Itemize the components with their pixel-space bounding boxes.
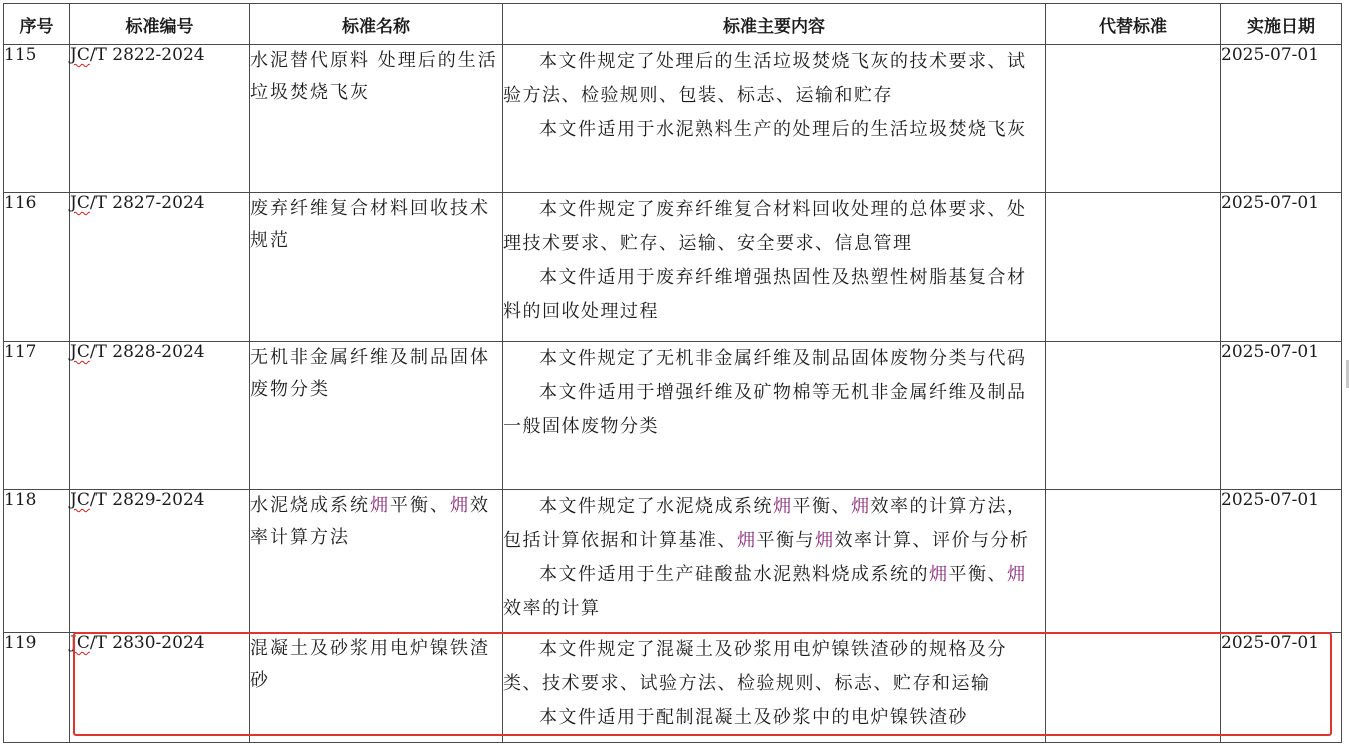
row-num: 119 — [4, 633, 70, 743]
row-date: 2025-07-01 — [1221, 342, 1342, 490]
code-rest: /T 2827-2024 — [89, 193, 205, 213]
row-num: 115 — [4, 45, 70, 193]
exergy-char: 㶲 — [1007, 564, 1027, 585]
exergy-char: 㶲 — [737, 530, 757, 551]
standards-table — [3, 3, 1342, 743]
row-content — [503, 193, 1046, 342]
code-rest: /T 2829-2024 — [89, 490, 205, 510]
header-num: 序号 — [4, 4, 70, 45]
row-date: 2025-07-01 — [1221, 45, 1342, 193]
row-replaces — [1046, 490, 1221, 633]
content-para-scope: 本文件规定了处理后的生活垃圾焚烧飞灰的技术要求、试验方法、检验规则、包装、标志、运输和贮存 — [503, 51, 1027, 106]
content-para-scope: 本文件规定了水泥烧成系统㶲平衡、㶲效率的计算方法，包括计算依据和计算基准、㶲平衡与㶲效率计算、评价与分析 — [503, 496, 1030, 551]
table-row — [4, 193, 1342, 342]
header-content: 标准主要内容 — [503, 4, 1046, 45]
code-prefix: JC — [70, 342, 90, 362]
header-code: 标准编号 — [70, 4, 250, 45]
code-rest: /T 2830-2024 — [89, 633, 205, 653]
row-num: 116 — [4, 193, 70, 342]
content-para-scope: 本文件规定了混凝土及砂浆用电炉镍铁渣砂的规格及分类、技术要求、试验方法、检验规则、标志、贮存和运输 — [503, 639, 1007, 694]
row-name: 无机非金属纤维及制品固体废物分类 — [250, 342, 503, 490]
row-num: 117 — [4, 342, 70, 490]
row-replaces — [1046, 342, 1221, 490]
row-code — [70, 342, 250, 490]
row-name: 水泥替代原料 处理后的生活垃圾焚烧飞灰 — [250, 45, 503, 193]
content-para-applicability: 本文件适用于配制混凝土及砂浆中的电炉镍铁渣砂 — [539, 707, 968, 728]
exergy-char: 㶲 — [929, 564, 949, 585]
exergy-char: 㶲 — [851, 496, 871, 517]
header-row — [4, 4, 1342, 45]
row-code — [70, 193, 250, 342]
row-date: 2025-07-01 — [1221, 490, 1342, 633]
table-row — [4, 490, 1342, 633]
content-para-applicability: 本文件适用于废弃纤维增强热固性及热塑性树脂基复合材料的回收处理过程 — [503, 267, 1027, 322]
row-replaces — [1046, 45, 1221, 193]
header-name: 标准名称 — [250, 4, 503, 45]
exergy-char: 㶲 — [815, 530, 835, 551]
row-name: 水泥烧成系统㶲平衡、㶲效率计算方法 — [250, 490, 503, 633]
exergy-char: 㶲 — [370, 495, 390, 516]
code-prefix: JC — [70, 633, 90, 653]
row-code — [70, 45, 250, 193]
table-row — [4, 633, 1342, 743]
row-content — [503, 633, 1046, 743]
code-prefix: JC — [70, 193, 90, 213]
row-num: 118 — [4, 490, 70, 633]
table-row — [4, 342, 1342, 490]
content-para-applicability: 本文件适用于生产硅酸盐水泥熟料烧成系统的㶲平衡、㶲效率的计算 — [503, 564, 1027, 619]
header-replaces: 代替标准 — [1046, 4, 1221, 45]
row-name: 废弃纤维复合材料回收技术规范 — [250, 193, 503, 342]
row-replaces — [1046, 193, 1221, 342]
content-para-applicability: 本文件适用于增强纤维及矿物棉等无机非金属纤维及制品一般固体废物分类 — [503, 382, 1027, 437]
content-para-scope: 本文件规定了废弃纤维复合材料回收处理的总体要求、处理技术要求、贮存、运输、安全要求、信息管理 — [503, 199, 1027, 254]
row-replaces — [1046, 633, 1221, 743]
row-content — [503, 490, 1046, 633]
code-rest: /T 2822-2024 — [89, 45, 205, 65]
row-content — [503, 45, 1046, 193]
row-name: 混凝土及砂浆用电炉镍铁渣砂 — [250, 633, 503, 743]
row-code — [70, 633, 250, 743]
content-para-applicability: 本文件适用于水泥熟料生产的处理后的生活垃圾焚烧飞灰 — [539, 119, 1027, 140]
exergy-char: 㶲 — [773, 496, 793, 517]
header-date: 实施日期 — [1221, 4, 1342, 45]
table-row — [4, 45, 1342, 193]
row-date: 2025-07-01 — [1221, 193, 1342, 342]
row-code — [70, 490, 250, 633]
row-date: 2025-07-01 — [1221, 633, 1342, 743]
code-prefix: JC — [70, 490, 90, 510]
exergy-char: 㶲 — [450, 495, 470, 516]
row-content — [503, 342, 1046, 490]
code-prefix: JC — [70, 45, 90, 65]
code-rest: /T 2828-2024 — [89, 342, 205, 362]
content-para-scope: 本文件规定了无机非金属纤维及制品固体废物分类与代码 — [539, 348, 1027, 369]
